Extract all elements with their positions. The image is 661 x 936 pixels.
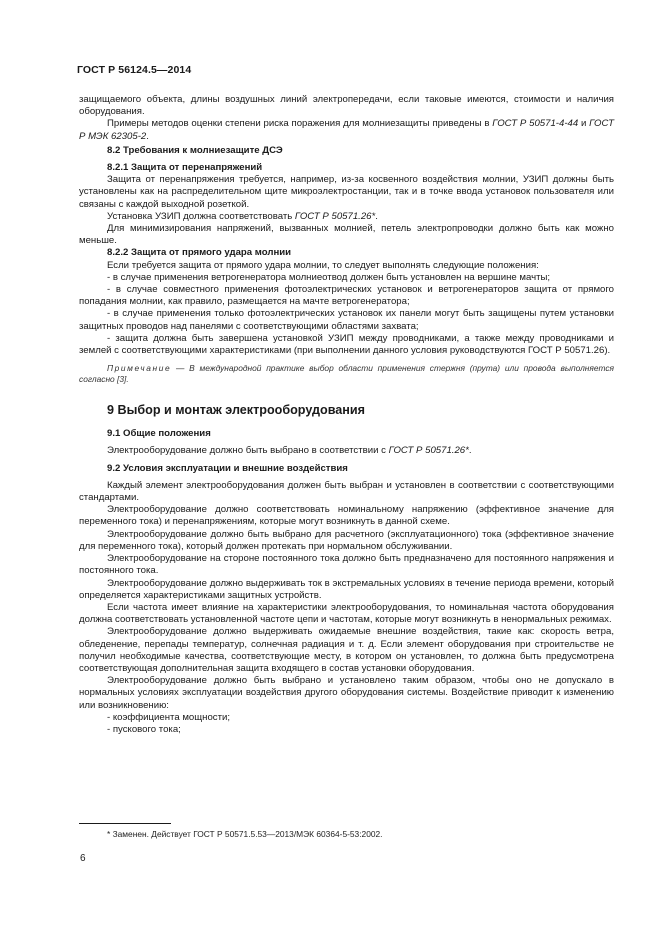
list-item: - коэффициента мощности; — [107, 711, 230, 723]
paragraph: Каждый элемент электрооборудования должен быть выбран и установлен в соответствии с соответствующими стандартами. — [79, 479, 614, 504]
section-heading-9: 9 Выбор и монтаж электрооборудования — [107, 403, 365, 418]
list-item: - в случае применения только фотоэлектрических установок их панели могут быть защищены путем установки защитных проводов над панелями с соответствующими областями захвата; — [79, 308, 614, 332]
paragraph — [79, 118, 614, 142]
page-content — [79, 94, 614, 736]
paragraph: Если частота имеет влияние на характеристики электрооборудования, то номинальная частота оборудования должна соответствовать установленной частоте цепи и частотам, которые могут возникнуть в ненормальных режимах. — [79, 601, 614, 626]
punctuation: . — [146, 130, 149, 142]
standard-reference: ГОСТ Р 50571.26* — [294, 210, 376, 222]
paragraph-text: Установка УЗИП должна соответствовать — [107, 210, 295, 222]
standard-reference: ГОСТ Р 50571-4-44 — [492, 118, 579, 130]
paragraph: Электрооборудование должно быть выбрано для расчетного (эксплуатационного) тока (эффективное значение для переменного тока), который должен протекать при нормальном обслуживании. — [79, 528, 614, 552]
document-header: ГОСТ Р 56124.5—2014 — [77, 64, 192, 76]
subsection-heading-8-2: 8.2 Требования к молниезащите ДСЭ — [107, 144, 283, 156]
list-item: - пускового тока; — [107, 723, 181, 735]
paragraph: Электрооборудование должно соответствовать номинальному напряжению (эффективное значение для переменного тока) и перенапряжениям, которые могут возникнуть в данной схеме. — [79, 504, 614, 528]
paragraph: Если требуется защита от прямого удара молнии, то следует выполнять следующие положения: — [107, 259, 539, 271]
footnote-divider — [79, 823, 171, 824]
list-item: - в случае совместного применения фотоэлектрических установок и ветрогенераторов защита от прямого попадания молнии, как правило, размещается на мачте ветрогенератора; — [79, 284, 614, 308]
subsection-heading-8-2-2: 8.2.2 Защита от прямого удара молнии — [107, 247, 292, 259]
list-item: - защита должна быть завершена установкой УЗИП между проводниками, а также между проводниками и землей с соответствующими характеристиками (при выполнении данного условия руководствуются ГОСТ Р 50571.26). — [79, 332, 614, 357]
paragraph: Электрооборудование должно выдерживать ожидаемые внешние воздействия, такие как: скорость ветра, обледенение, перепады температур, солнечная радиация и т. д. Если элемент оборудования при строительстве не получил необходимые качества, соответствующие месту, в котором он установлен, то должна быть предусмотрена соответствующая дополнительная защита входящего в состав установки оборудования. — [79, 626, 614, 674]
paragraph-text: Электрооборудование должно быть выбрано в соответствии с — [107, 445, 389, 457]
paragraph: защищаемого объекта, длины воздушных линий электропередачи, если таковые имеются, стоимости и наличия оборудования. — [79, 94, 614, 118]
subsection-heading-9-2: 9.2 Условия эксплуатации и внешние воздействия — [107, 462, 348, 474]
note-text: — В международной практике выбор области применения стержня (прута) или провода выполняется согласно [3]. — [79, 363, 614, 385]
punctuation: . — [375, 210, 378, 222]
subsection-heading-8-2-1: 8.2.1 Защита от перенапряжений — [107, 162, 263, 174]
list-item: - в случае применения ветрогенератора молниеотвод должен быть установлен на вершине мачты; — [107, 271, 551, 283]
page-number: 6 — [80, 853, 86, 864]
conjunction: и — [578, 118, 590, 130]
paragraph: Защита от перенапряжения требуется, например, из-за косвенного воздействия молнии, УЗИП должны быть установлены как на распределительном щите микроэлектростанции, так и в точке ввода установок пользователя или связаны с каждой выходной розеткой. — [79, 174, 614, 210]
paragraph: Электрооборудование должно выдерживать ток в экстремальных условиях в течение периода времени, который определяется характеристиками защитных устройств. — [79, 577, 614, 601]
paragraph — [79, 211, 614, 223]
note — [79, 363, 614, 385]
standard-reference: ГОСТ Р 50571.26* — [388, 445, 469, 457]
paragraph-text: Примеры методов оценки степени риска поражения для молниезащиты приведены в — [107, 118, 493, 130]
paragraph — [79, 445, 614, 457]
note-label: Примечание — [107, 363, 172, 374]
subsection-heading-9-1: 9.1 Общие положения — [107, 428, 211, 440]
footnote: * Заменен. Действует ГОСТ Р 50571.5.53—2013/МЭК 60364-5-53:2002. — [107, 829, 383, 839]
paragraph: Для минимизирования напряжений, вызванных молнией, петель электропроводки должно быть как можно меньше. — [79, 223, 614, 247]
paragraph: Электрооборудование должно быть выбрано и установлено таким образом, чтобы оно не допускало в нормальных условиях эксплуатации воздействия другого оборудования системы. Воздействие приводит к изменению или возникновению: — [79, 675, 614, 711]
standard-reference: ГОСТ Р МЭК 62305-2 — [79, 118, 614, 142]
paragraph: Электрооборудование на стороне постоянного тока должно быть предназначено для постоянного напряжения и постоянного тока. — [79, 553, 614, 577]
punctuation: . — [468, 445, 472, 457]
